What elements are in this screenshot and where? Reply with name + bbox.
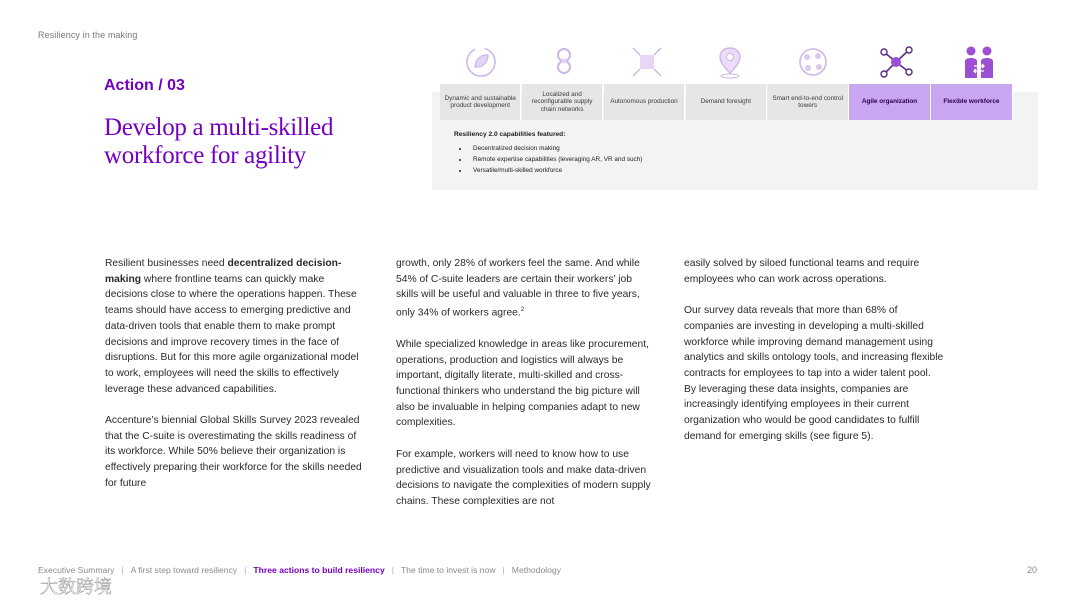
list-item: • Remote expertise capabilities (leveraging AR, VR and such) — [469, 154, 642, 165]
nav-link-methodology[interactable]: Methodology — [511, 565, 561, 575]
nav-link-three-actions[interactable]: Three actions to build resiliency — [253, 565, 385, 575]
page-title: Develop a multi-skilled workforce for agility — [104, 114, 334, 169]
chat-bubble-icon — [8, 572, 143, 602]
body-column-3 — [684, 256, 944, 460]
section-header: Resiliency in the making — [38, 30, 138, 40]
nav-link-first-step[interactable]: A first step toward resiliency — [130, 565, 238, 575]
nav-separator: | — [121, 565, 124, 575]
body-column-1 — [105, 256, 365, 507]
nav-link-time-to-invest[interactable]: The time to invest is now — [400, 565, 496, 575]
paragraph: easily solved by siloed functional teams and require employees who can work across operations. — [684, 258, 920, 285]
chain-link-icon — [523, 40, 606, 84]
paragraph-text: growth, only 28% of workers feel the same. And while 54% of C-suite leaders are certain their workers’ job skills will be useful and valuable in three to five years, only 34% of workers agree. — [396, 258, 640, 319]
action-label: Action / 03 — [104, 77, 185, 94]
capability-control-towers: Smart end-to-end control towers — [767, 84, 848, 120]
featured-heading: Resiliency 2.0 capabilities featured: — [454, 131, 566, 138]
capability-demand-foresight: Demand foresight — [686, 84, 767, 120]
nav-separator: | — [391, 565, 394, 575]
hub-network-icon — [854, 40, 937, 84]
paragraph — [396, 256, 656, 321]
location-pin-icon — [689, 40, 772, 84]
network-globe-icon — [771, 40, 854, 84]
page-number: 20 — [1027, 565, 1038, 575]
capability-product-development: Dynamic and sustainable product development — [440, 84, 521, 120]
paragraph: Accenture’s biennial Global Skills Survey 2023 revealed that the C-suite is overestimating the skills readiness of its workforce. While 50% believe their organization is effectively preparing their workforce for the skills needed for future — [105, 415, 362, 489]
capability-supply-chain-networks: Localized and reconfigurable supply chain networks — [522, 84, 603, 120]
bold-phrase: decentralized decision-making — [105, 258, 342, 285]
paragraph-text: where frontline teams can quickly make decisions close to where the operations happen. These teams should have access to emerging predictive and data-driven tools that enable them to make prompt decisions and improve recovery times in the face of disruptions. But for this more agile organizational model to work, employees will need the skills to effectively leverage these advanced capabilities. — [105, 273, 359, 395]
capability-flexible-workforce: Flexible workforce — [931, 84, 1012, 120]
capabilities-row — [440, 84, 1013, 120]
paragraph: Our survey data reveals that more than 68% of companies are investing in developing a multi-skilled workforce while improving demand management using analytics and skills ontology tools, and increasing flexible contracts for employees to tap into a wider talent pool. By leveraging these data insights, companies are increasingly identifying employees in their current organization who would be good candidates to fulfill demand for emerging skills (see figure 5). — [684, 305, 944, 442]
paragraph — [105, 256, 365, 397]
svg-text:大数跨境: 大数跨境 — [40, 577, 112, 598]
featured-list — [459, 143, 642, 176]
body-column-2 — [396, 256, 656, 525]
capability-icons-row — [440, 40, 1020, 84]
paragraph: While specialized knowledge in areas like procurement, operations, production and logistics will always be important, digitally literate, multi-skilled and cross-functional thinkers who understand the big picture will also be invaluable in helping companies adapt to new complexities. — [396, 338, 649, 429]
paragraph: For example, workers will need to know how to use predictive and visualization tools and make data-driven decisions to navigate the complexities of modern supply chains. These complexities are not — [396, 448, 651, 507]
capability-autonomous-production: Autonomous production — [604, 84, 685, 120]
footnote-marker: 2 — [520, 307, 525, 314]
nav-separator: | — [502, 565, 505, 575]
leaf-cycle-icon — [440, 40, 523, 84]
capability-agile-organization: Agile organization — [849, 84, 930, 120]
list-item: • Decentralized decision making — [469, 143, 642, 154]
nav-separator: | — [244, 565, 247, 575]
autonomous-nodes-icon — [606, 40, 689, 84]
people-exchange-icon — [937, 40, 1020, 84]
paragraph-text: Resilient businesses need — [105, 258, 228, 269]
watermark — [8, 572, 143, 607]
nav-link-executive-summary[interactable]: Executive Summary — [38, 565, 115, 575]
list-item: • Versatile/multi-skilled workforce — [469, 165, 642, 176]
